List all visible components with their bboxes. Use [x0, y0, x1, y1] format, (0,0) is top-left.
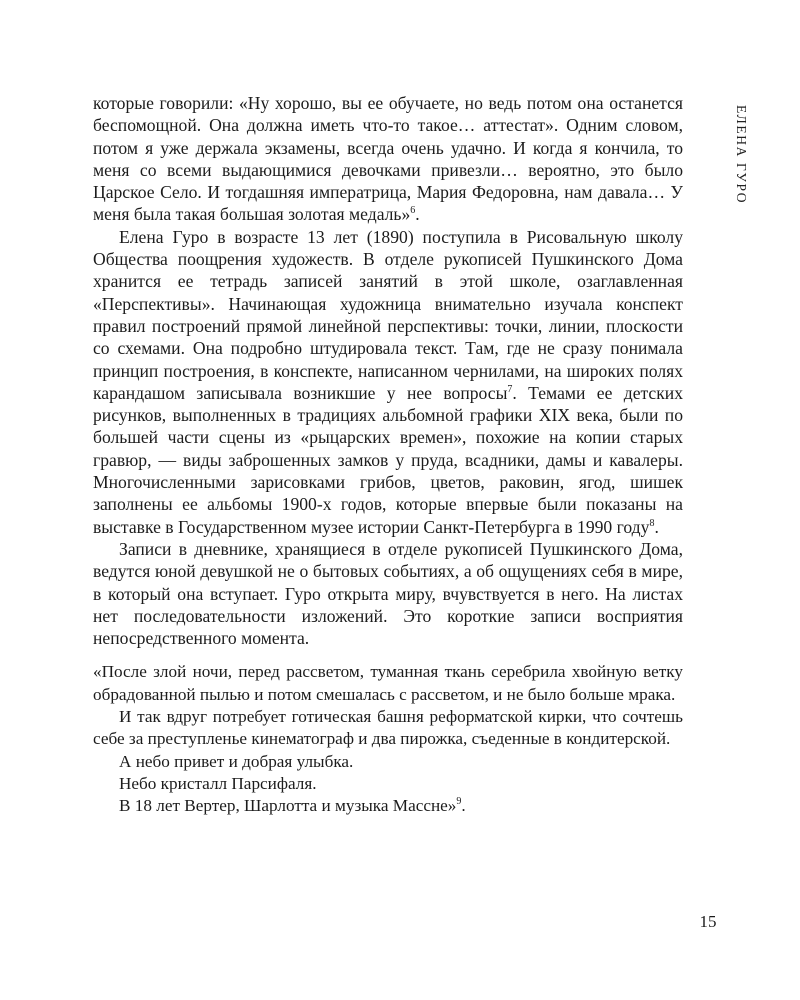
- paragraph-continued: [93, 92, 683, 226]
- paragraph: [93, 538, 683, 649]
- running-head: ЕЛЕНА ГУРО: [734, 105, 749, 205]
- footnote-ref: 7: [507, 383, 513, 395]
- footnote-ref: 6: [410, 205, 416, 217]
- paragraph-end: .: [415, 204, 420, 225]
- quote-paragraph: «После злой ночи, перед рассветом, туманная ткань серебрила хвойную ветку обрадованной пылью и потом смешалась с рассветом, и не было больше мрака.: [93, 662, 683, 704]
- quote-line: [93, 795, 683, 817]
- page-number: 15: [699, 912, 717, 931]
- quote-line: А небо привет и добрая улыбка.: [119, 751, 354, 771]
- footnote-ref: 9: [456, 796, 462, 808]
- quote-line: Небо кристалл Парсифаля.: [119, 773, 317, 793]
- paragraph: [93, 226, 683, 538]
- paragraph-end: .: [654, 516, 659, 537]
- paragraph-text: Елена Гуро в возрасте 13 лет (1890) поступила в Рисовальную школу Общества поощрения художеств. В отделе рукописей Пушкинского Дома хранится ее тетрадь записей занятий в этой школе, озаглавленная «Перспективы». Начинающая художница внимательно изучала конспект правил построений прямой линейной перспективы: точки, линии, плоскости со схемами. Она подробно штудировала текст. Там, где не сразу понимала принцип построения, в конспекте, написанном чернилами, на широких полях карандашом записывала возникшие у нее вопросы: [93, 226, 683, 403]
- footnote-ref: 8: [649, 517, 655, 529]
- paragraph-text: Записи в дневнике, хранящиеся в отделе рукописей Пушкинского Дома, ведутся юной девушкой не о бытовых событиях, а об ощущениях себя в мире, в который она вступает. Гуро открыта миру, вчувствуется в него. На листах нет последовательности изложений. Это короткие записи восприятия непосредственного момента.: [93, 538, 683, 649]
- quote-line-end: .: [461, 796, 466, 816]
- paragraph-text: которые говорили: «Ну хорошо, вы ее обучаете, но ведь потом она останется беспомощной. Она должна иметь что-то такое… аттестат». Одним словом, потом я уже держала экзамены, всегда очень удачно. И когда я кончила, то меня со всеми выдающимися девочками привезли… вероятно, это было Царское Село. И тогдашняя императрица, Мария Федоровна, нам давала… У меня была такая большая золотая медаль»: [93, 93, 683, 225]
- paragraph-text-continued: . Темами ее детских рисунков, выполненных в традициях альбомной графики XIX века, были по большей части сцены из «рыцарских времен», похожие на копии старых гравюр, — виды заброшенных замков у пруда, всадники, дамы и кавалеры. Многочисленными зарисовками грибов, цветов, раковин, ягод, шишек заполнены ее альбомы 1900-х годов, которые впервые были показаны на выставке в Государственном музее истории Санкт-Петербурга в 1990 году: [93, 382, 683, 537]
- quote-paragraph: И так вдруг потребует готическая башня реформатской кирки, что сочтешь себе за преступленье кинематограф и два пирожка, съеденные в кондитерской.: [93, 707, 683, 749]
- page-body: [93, 92, 683, 818]
- quote-line-text: В 18 лет Вертер, Шарлотта и музыка Массне»: [119, 796, 457, 816]
